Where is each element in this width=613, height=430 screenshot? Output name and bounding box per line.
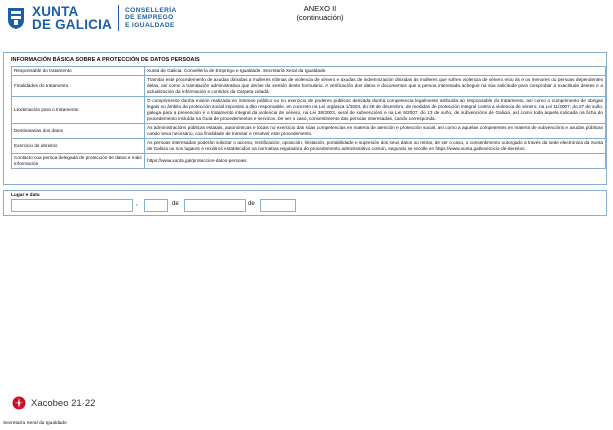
- table-row: [12, 67, 606, 76]
- table-row: [12, 154, 606, 169]
- de-separator: de: [248, 201, 255, 207]
- row-label: Finalidades do tratamento: [12, 76, 145, 97]
- de-separator: de: [172, 201, 179, 207]
- row-label: Exercicio de dereitos: [12, 139, 145, 154]
- consellaria-name: [125, 7, 177, 30]
- consellaria-line: CONSELLERÍA: [125, 6, 177, 14]
- page-header: [0, 0, 613, 40]
- data-protection-section: [3, 52, 607, 185]
- row-value: Tramitar este procedemento de axudas dirixidas a mulleres vítimas de violencia de xénero e axudas de indemnización dirixidas ás mulleres que sofren violencia de xénero e/ou ás e os menores ou persoas dependentes delas, así como a tramitación administrativa que derive da xestión deste formulario. A verificación dos datos e documentos que a persoa interesada achegue na súa solicitude para comprobar a exactitude destes e a actualización da información e contidos da Carpeta cidadá.: [145, 76, 606, 97]
- xacobeo-logo: [12, 396, 95, 410]
- xunta-logo: [6, 4, 177, 32]
- annex-heading: [250, 4, 390, 22]
- table-row: [12, 139, 606, 154]
- xunta-name-line1: XUNTA: [32, 4, 79, 19]
- day-input[interactable]: [144, 199, 168, 212]
- row-value: As persoas interesadas poderán solicitar o acceso, rectificación, oposición, limitación, portabilidade e supresión dos seus datos ou retirar, de ser o caso, o consentimento outorgado a través da sede electrónica da Xunta de Galicia ou nos lugares e rexistros establecidos na normativa reguladora do procedemento administrativo común, segundo se recolle en https://www.xunta.gal/exercicio-de-dereitos: [145, 139, 606, 154]
- row-value: https://www.xunta.gal/proteccion-datos-persoais: [145, 154, 606, 169]
- xacobeo-cross-icon: [12, 396, 26, 410]
- place-input[interactable]: [11, 199, 133, 212]
- xunta-name-line2: DE GALICIA: [32, 17, 113, 32]
- data-protection-title: INFORMACIÓN BÁSICA SOBRE A PROTECCIÓN DE DATOS PERSOAIS: [11, 57, 200, 63]
- consellaria-line: DE EMPREGO: [125, 14, 174, 22]
- comma-separator: ,: [136, 201, 138, 207]
- xunta-emblem-icon: [6, 6, 26, 30]
- logo-divider: [118, 5, 119, 31]
- month-input[interactable]: [184, 199, 246, 212]
- footer-secretaria: Secretaría Xeral da Igualdade: [3, 421, 67, 426]
- annex-title: ANEXO II: [303, 4, 337, 13]
- place-date-label: Lugar e data: [11, 193, 40, 198]
- row-value: Xunta de Galicia. Consellería de Emprego e Igualdade. Secretaría Xeral da Igualdade.: [145, 67, 606, 76]
- row-label: Destinatarias dos datos: [12, 124, 145, 139]
- row-label: Lexitimación para o tratamento: [12, 97, 145, 124]
- table-row: [12, 124, 606, 139]
- row-value: O cumprimento dunha misión realizada en interese público ou no exercicio de poderes públicos derivada dunha competencia legalmente atribuída ao responsable do tratamento, así como o cumprimento de obrigas legais no ámbito da protección social impostas a dito responsable, en concreto na Lei orgánica 1/2004, do 28 de decembro, de medidas de protección integral contra a violencia de xénero, na Lei 11/2007, do 27 de xullo, galega para a prevención e o tratamento integral da violencia de xénero, na Lei 38/2003, xeral de subvencións e na Lei 9/2007, do 13 de xuño, de subvencións de Galicia, así como toda aquela indicada na ficha do procedemento incluída na Guía de procedementos e servizos. De ser o caso, consentimento das persoas interesadas, cando corresponda.: [145, 97, 606, 124]
- xacobeo-brand-text: Xacobeo 21·22: [31, 397, 96, 409]
- annex-subtitle: (continuación): [296, 13, 344, 22]
- data-protection-table: [11, 66, 606, 169]
- row-label: Responsable do tratamento: [12, 67, 145, 76]
- consellaria-line: E IGUALDADE: [125, 21, 175, 29]
- table-row: [12, 97, 606, 124]
- row-value: As administracións públicas estatais, autonómicas e locais no exercicio das súas competencias en materia de atención e protección social, así como a aquelas competentes en materia de subvencións e axudas públicas cando sexa necesario, coa finalidade de tramitar e resolver este procedemento.: [145, 124, 606, 139]
- table-row: [12, 76, 606, 97]
- place-date-section: [3, 190, 607, 216]
- year-input[interactable]: [260, 199, 296, 212]
- row-label: Contacto coa persoa delegada de protección de datos e máis información: [12, 154, 145, 169]
